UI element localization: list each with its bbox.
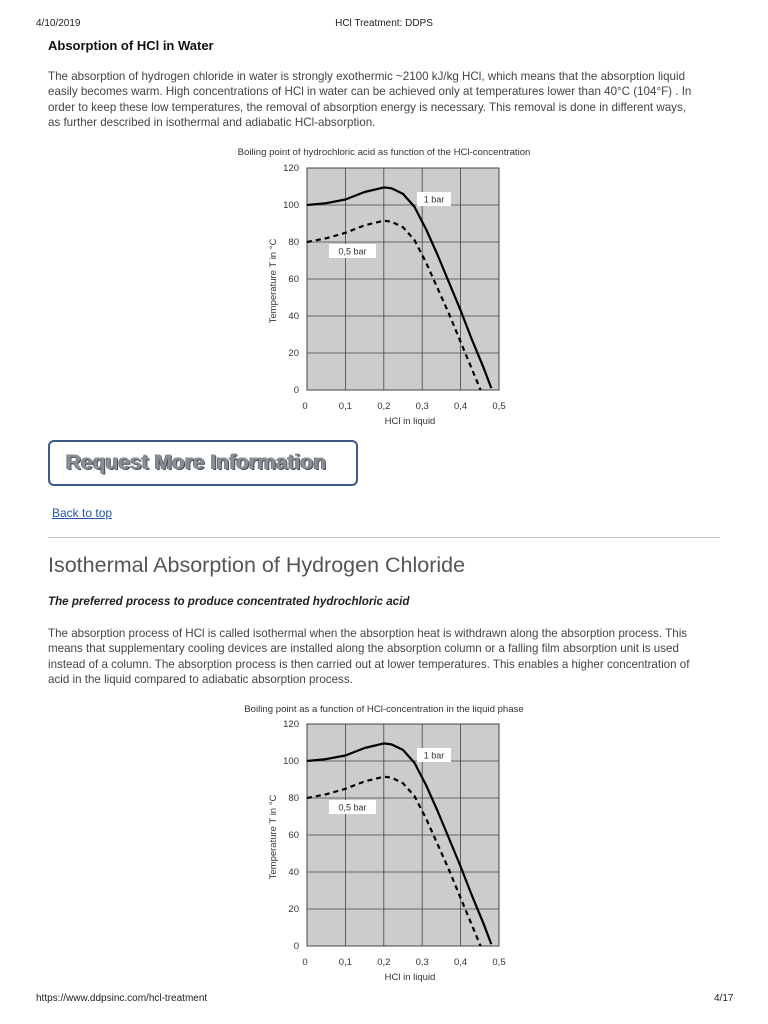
chart-title: Boiling point of hydrochloric acid as function of the HCl-concentration xyxy=(237,147,531,158)
series-label: 0,5 bar xyxy=(338,802,367,813)
x-tick-label: 0,1 xyxy=(338,401,353,412)
section-heading-isothermal: Isothermal Absorption of Hydrogen Chloride xyxy=(48,553,466,577)
back-to-top-link[interactable]: Back to top xyxy=(52,506,113,520)
paragraph-line: easily becomes warm. High concentrations of HCl in water can be achieved only at temperatures lower than 40°C (104°F) . In xyxy=(48,85,692,99)
section-tagline: The preferred process to produce concentrated hydrochloric acid xyxy=(48,595,410,608)
paragraph-line: means that supplementary cooling devices are installed along the absorption column or a falling film absorption unit is used xyxy=(48,642,679,656)
y-tick-label: 60 xyxy=(288,274,299,285)
x-tick-label: 0,3 xyxy=(415,401,429,412)
y-tick-label: 100 xyxy=(283,756,299,767)
paragraph-line: order to keep these low temperatures, the removal of absorption energy is necessary. This removal is done in different ways, xyxy=(48,100,686,114)
series-label: 0,5 bar xyxy=(338,246,367,257)
print-page-number: 4/17 xyxy=(714,993,734,1004)
x-axis-label: HCl in liquid xyxy=(384,416,436,427)
paragraph-line: The absorption of hydrogen chloride in water is strongly exothermic ~2100 kJ/kg HCl, which means that the absorption liquid xyxy=(48,70,686,83)
series-label: 1 bar xyxy=(423,194,445,205)
x-tick-label: 0,2 xyxy=(377,957,391,968)
y-tick-label: 120 xyxy=(283,163,299,174)
y-tick-label: 20 xyxy=(288,904,299,915)
paragraph-line: acid in the liquid compared to adiabatic absorption process. xyxy=(48,673,353,687)
y-tick-label: 0 xyxy=(293,941,299,952)
y-tick-label: 40 xyxy=(288,311,299,322)
request-more-information-button[interactable]: Request More Information xyxy=(48,440,358,486)
x-tick-label: 0,4 xyxy=(453,401,468,412)
x-tick-label: 0,4 xyxy=(453,957,468,968)
y-tick-label: 20 xyxy=(288,348,299,359)
y-tick-label: 80 xyxy=(288,793,299,804)
y-tick-label: 40 xyxy=(288,867,299,878)
paragraph-line: The absorption process of HCl is called isothermal when the absorption heat is withdrawn along the absorption process. This xyxy=(48,627,688,640)
x-axis-label: HCl in liquid xyxy=(384,972,436,983)
series-label: 1 bar xyxy=(423,750,445,761)
x-tick-label: 0 xyxy=(302,401,308,412)
y-tick-label: 0 xyxy=(293,385,299,396)
y-tick-label: 100 xyxy=(283,200,299,211)
x-tick-label: 0 xyxy=(302,957,308,968)
paragraph-line: as further described in isothermal and adiabatic HCl-absorption. xyxy=(48,116,376,130)
y-tick-label: 80 xyxy=(288,237,299,248)
x-tick-label: 0,5 xyxy=(492,957,506,968)
paragraph-line: instead of a column. The absorption process is then carried out at lower temperatures. This enables a higher concentration of xyxy=(48,657,690,671)
y-tick-label: 60 xyxy=(288,830,299,841)
section-heading-absorption: Absorption of HCl in Water xyxy=(48,38,214,53)
print-title: HCl Treatment: DDPS xyxy=(335,18,433,29)
y-axis-label: Temperature T in °C xyxy=(268,794,279,880)
y-axis-label: Temperature T in °C xyxy=(268,238,279,324)
x-tick-label: 0,1 xyxy=(338,957,353,968)
x-tick-label: 0,5 xyxy=(492,401,506,412)
chart-title: Boiling point as a function of HCl-concentration in the liquid phase xyxy=(244,704,524,715)
y-tick-label: 120 xyxy=(283,719,299,730)
x-tick-label: 0,3 xyxy=(415,957,429,968)
print-date: 4/10/2019 xyxy=(36,18,81,29)
x-tick-label: 0,2 xyxy=(377,401,391,412)
print-url: https://www.ddpsinc.com/hcl-treatment xyxy=(36,993,208,1004)
